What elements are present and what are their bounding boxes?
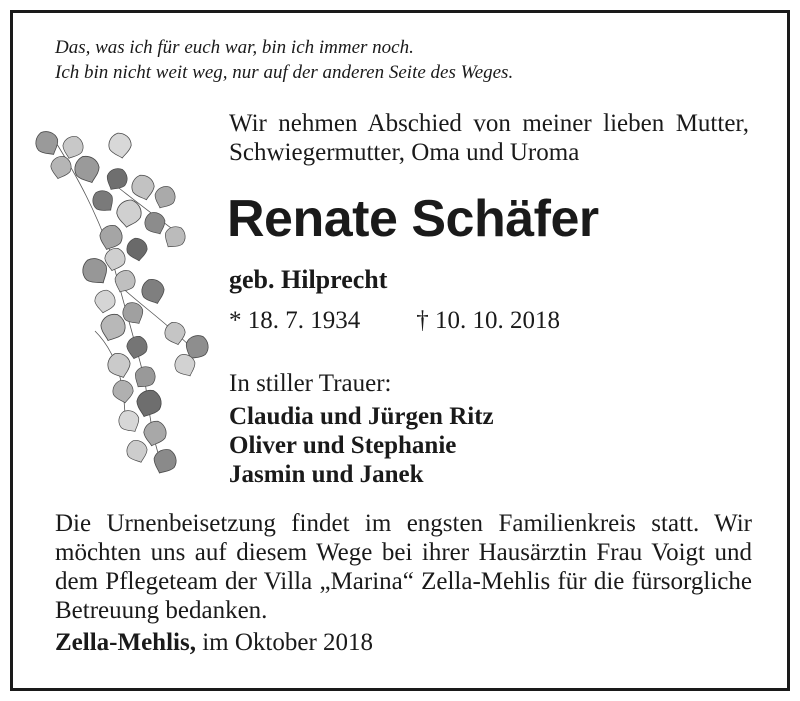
birth-date: * 18. 7. 1934 [229,307,361,334]
mourners-list [229,402,494,489]
mourner-name: Oliver und Stephanie [229,432,457,459]
closing-line [55,629,373,657]
closing-date: im Oktober 2018 [202,629,374,656]
death-date: † 10. 10. 2018 [416,307,560,334]
mourner-name: Claudia und Jürgen Ritz [229,403,494,430]
life-dates [229,307,560,335]
mourner-name: Jasmin und Janek [229,461,424,488]
motto-line-1: Das, was ich für euch war, bin ich immer noch. [55,37,414,58]
obituary-frame [10,10,790,691]
birth-name: geb. Hilprecht [229,265,388,294]
motto-quote [55,35,513,85]
motto-line-2: Ich bin nicht weit weg, nur auf der anderen Seite des Weges. [55,62,514,83]
closing-place: Zella-Mehlis, [55,629,196,656]
mourning-intro: In stiller Trauer: [229,370,392,397]
intro-text: Wir nehmen Abschied von meiner lieben Mutter, Schwiegermutter, Oma und Uroma [229,110,749,166]
deceased-name: Renate Schäfer [227,190,599,248]
funeral-notice: Die Urnenbeisetzung findet im engsten Familienkreis statt. Wir möchten uns auf diesem Wege bei ihrer Hausärztin Frau Voigt und dem Pflegeteam der Villa „Marina“ Zella-Mehlis für die fürsorgliche Betreuung bedanken. [55,510,752,624]
ivy-leaves-icon [25,121,225,481]
